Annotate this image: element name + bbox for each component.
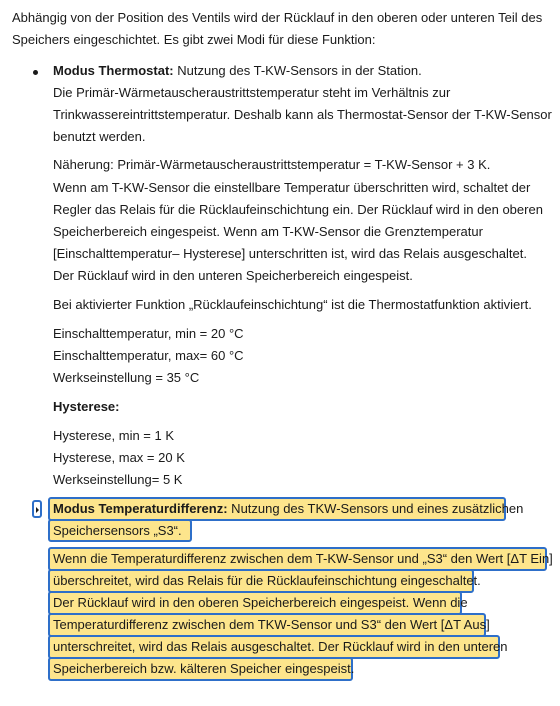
setting-line: Werkseinstellung = 35 °C bbox=[53, 370, 200, 385]
selection-handle-icon[interactable] bbox=[32, 500, 42, 518]
differenz-line: Wenn die Temperaturdifferenz zwischen dem T-KW-Sensor und „S3“ den Wert [ΔT Ein] bbox=[53, 551, 553, 566]
thermostat-activated: Bei aktivierter Funktion „Rücklaufeinschichtung“ ist die Thermostatfunktion aktiviert. bbox=[53, 297, 532, 312]
bullet-icon bbox=[33, 70, 38, 75]
setting-line: Einschalttemperatur, min = 20 °C bbox=[53, 326, 244, 341]
thermostat-line: Die Primär-Wärmetauscheraustrittstemperatur steht im Verhältnis zur bbox=[53, 85, 451, 100]
intro-line-1: Abhängig von der Position des Ventils wird der Rücklauf in den oberen oder unteren Teil des bbox=[12, 10, 543, 25]
thermostat-para-line: Regler das Relais für die Rücklaufeinschichtung ein. Der Rücklauf wird in den oberen bbox=[53, 202, 543, 217]
thermostat-para-line: Der Rücklauf wird in den unteren Speicherbereich eingespeist. bbox=[53, 268, 413, 283]
thermostat-para-line: Wenn am T-KW-Sensor die einstellbare Temperatur überschritten wird, schaltet der bbox=[53, 180, 531, 195]
differenz-line: Temperaturdifferenz zwischen dem TKW-Sensor und S3“ den Wert [ΔT Aus] bbox=[53, 617, 490, 632]
differenz-heading bbox=[53, 501, 523, 517]
differenz-line: Speicherbereich bzw. kälteren Speicher eingespeist. bbox=[53, 661, 355, 676]
thermostat-para-line: [Einschalttemperatur– Hysterese] unterschritten ist, wird das Relais ausgeschaltet. bbox=[53, 246, 527, 261]
differenz-line: Der Rücklauf wird in den oberen Speicherbereich eingespeist. Wenn die bbox=[53, 595, 468, 610]
hysteresis-line: Hysterese, min = 1 K bbox=[53, 428, 175, 443]
thermostat-line: benutzt werden. bbox=[53, 129, 146, 144]
thermostat-heading bbox=[53, 63, 422, 79]
hysteresis-heading: Hysterese: bbox=[53, 399, 120, 414]
intro-line-2: Speichers eingeschichtet. Es gibt zwei Modi für diese Funktion: bbox=[12, 32, 376, 47]
thermostat-title: Modus Thermostat: bbox=[53, 63, 174, 78]
thermostat-title-rest: Nutzung des T-KW-Sensors in der Station. bbox=[173, 63, 422, 78]
differenz-title-rest: Nutzung des TKW-Sensors und eines zusätzlichen bbox=[227, 501, 524, 516]
hysteresis-line: Hysterese, max = 20 K bbox=[53, 450, 185, 465]
thermostat-line: Trinkwassereintrittstemperatur. Deshalb kann als Thermostat-Sensor der T-KW-Sensor bbox=[53, 107, 552, 122]
differenz-line: überschreitet, wird das Relais für die Rücklaufeinschichtung eingeschaltet. bbox=[53, 573, 481, 588]
hysteresis-line: Werkseinstellung= 5 K bbox=[53, 472, 183, 487]
thermostat-para-line: Speicherbereich eingespeist. Wenn am T-KW-Sensor die Grenztemperatur bbox=[53, 224, 483, 239]
differenz-line: unterschreitet, wird das Relais ausgeschaltet. Der Rücklauf wird in den unteren bbox=[53, 639, 508, 654]
setting-line: Einschalttemperatur, max= 60 °C bbox=[53, 348, 244, 363]
differenz-title: Modus Temperaturdifferenz: bbox=[53, 501, 228, 516]
thermostat-approx: Näherung: Primär-Wärmetauscheraustrittstemperatur = T-KW-Sensor + 3 K. bbox=[53, 157, 491, 172]
differenz-title-line2: Speichersensors „S3“. bbox=[53, 523, 182, 538]
